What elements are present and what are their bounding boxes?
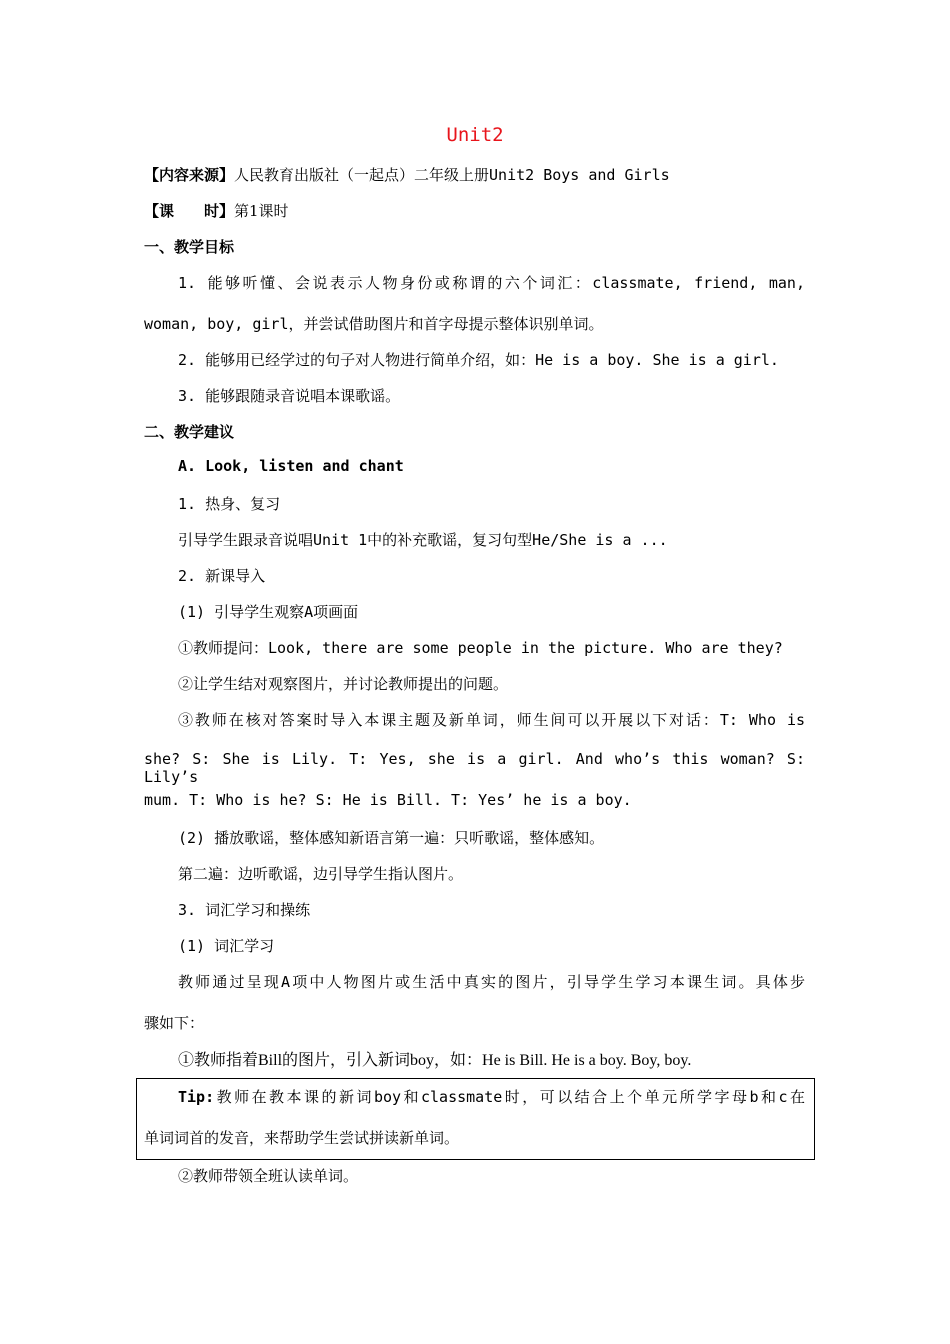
source-line [144, 164, 670, 185]
period-label: 【课 时】 [144, 202, 235, 220]
period-text: 第1课时 [234, 202, 289, 220]
section1-heading: 一、教学目标 [144, 238, 235, 256]
source-text: 人民教育出版社（一起点）二年级上册Unit2 Boys and Girls [234, 166, 670, 184]
text-line: (2) 播放歌谣，整体感知新语言第一遍：只听歌谣，整体感知。 [178, 829, 605, 847]
text-line: ①教师指着Bill的图片，引入新词boy，如：He is Bill. He is a boy. Boy, boy. [178, 1052, 692, 1069]
period-line [144, 200, 289, 221]
source-label: 【内容来源】 [144, 166, 235, 184]
section2-heading: 二、教学建议 [144, 423, 235, 441]
text-line: ①教师提问：Look, there are some people in the picture. Who are they? [178, 639, 783, 657]
objective-line: 3. 能够跟随录音说唱本课歌谣。 [178, 387, 401, 405]
text-line: ②让学生结对观察图片，并讨论教师提出的问题。 [178, 675, 509, 693]
text-line: 第二遍：边听歌谣，边引导学生指认图片。 [178, 865, 464, 883]
section2-subheading: A. Look, listen and chant [178, 457, 404, 475]
objective-line: woman, boy, girl，并尝试借助图片和首字母提示整体识别单词。 [144, 315, 604, 333]
objective-line: 2. 能够用已经学过的句子对人物进行简单介绍，如：He is a boy. She is a girl. [178, 351, 779, 369]
tip-box [136, 1078, 815, 1160]
document-title: Unit2 [446, 124, 504, 146]
text-line: 3. 词汇学习和操练 [178, 901, 311, 919]
text-line: (1) 词汇学习 [178, 937, 275, 955]
text-line: ②教师带领全班认读单词。 [178, 1167, 359, 1185]
text-line: 教师通过呈现A项中人物图片或生活中真实的图片，引导学生学习本课生词。具体步 [178, 973, 805, 991]
text-line: 1. 热身、复习 [178, 495, 281, 513]
text-line: 骤如下： [144, 1014, 205, 1032]
objective-line: 1. 能够听懂、会说表示人物身份或称谓的六个词汇：classmate, friend, man, [178, 274, 805, 292]
tip-line: 单词词首的发音，来帮助学生尝试拼读新单词。 [144, 1129, 460, 1147]
tip-line [178, 1086, 805, 1107]
text-line: 引导学生跟录音说唱Unit 1中的补充歌谣，复习句型He/She is a ... [178, 531, 668, 549]
text-line: mum. T: Who is he? S: He is Bill. T: Yes’ he is a boy. [144, 791, 632, 809]
tip-label: Tip: [178, 1088, 215, 1106]
text-line: ③教师在核对答案时导入本课主题及新单词，师生间可以开展以下对话：T: Who is [178, 711, 805, 729]
tip-text: 教师在教本课的新词boy和classmate时，可以结合上个单元所学字母b和c在 [214, 1088, 805, 1106]
text-line: 2. 新课导入 [178, 567, 266, 585]
text-line: (1) 引导学生观察A项画面 [178, 603, 359, 621]
text-line: she? S: She is Lily. T: Yes, she is a girl. And who’s this woman? S: Lily’s [144, 750, 805, 786]
